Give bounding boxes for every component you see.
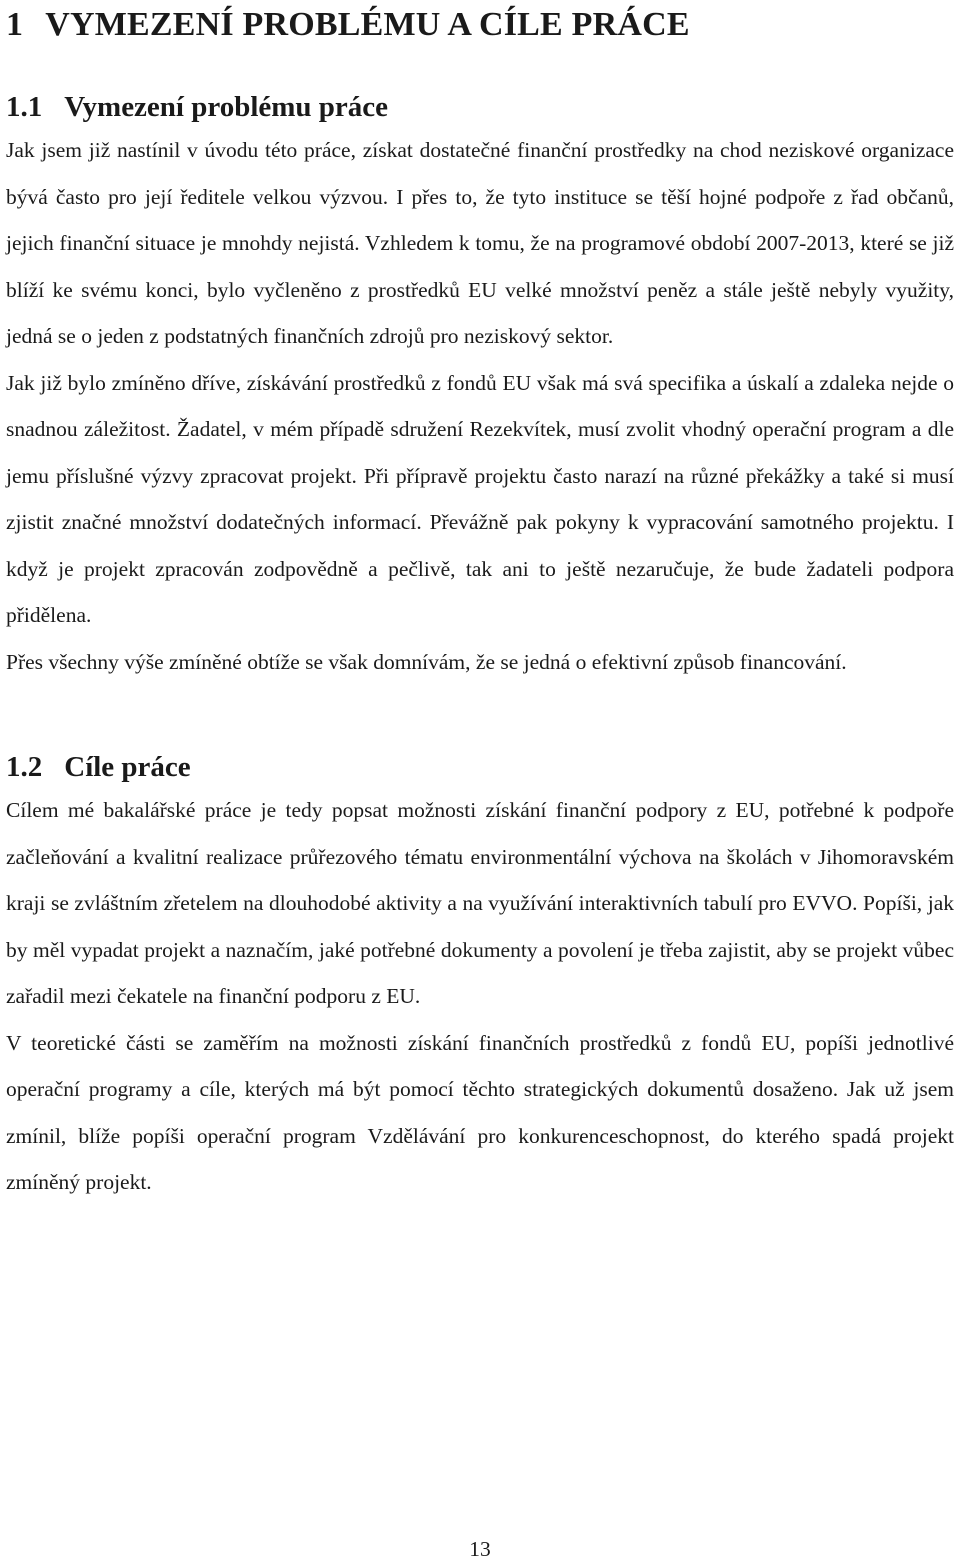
chapter-number: 1 bbox=[6, 6, 24, 43]
paragraph: Přes všechny výše zmíněné obtíže se však domnívám, že se jedná o efektivní způsob financování. bbox=[6, 649, 847, 674]
section-title: Vymezení problému práce bbox=[64, 91, 389, 123]
chapter-heading bbox=[6, 0, 954, 47]
page-number: 13 bbox=[469, 1537, 491, 1561]
section-number: 1.1 bbox=[6, 91, 43, 123]
paragraph: Cílem mé bakalářské práce je tedy popsat možnosti získání finanční podpory z EU, potřebné k podpoře začleňování a kvalitní realizace průřezového tématu environmentální výchova na školách v Jihomoravském kraji se zvláštním zřetelem na dlouhodobé aktivity a na využívání interaktivních tabulí pro EVVO. Popíši, jak by měl vypadat projekt a naznačím, jaké potřebné dokumenty a povolení je třeba zajistit, aby se projekt vůbec zařadil mezi čekatele na finanční podporu z EU. bbox=[6, 798, 954, 1008]
section-thesis-goals bbox=[6, 747, 954, 1206]
paragraph: Jak jsem již nastínil v úvodu této práce, získat dostatečné finanční prostředky na chod neziskové organizace bývá často pro její ředitele velkou výzvou. I přes to, že tyto instituce se těší hojné podpoře z řad občanů, jejich finanční situace je mnohdy nejistá. Vzhledem k tomu, že na programové období 2007-2013, které se již blíží ke svému konci, bylo vyčleněno z prostředků EU velké množství peněz a stále ještě nebyly využity, jedná se o jeden z podstatných finančních zdrojů pro neziskový sektor. bbox=[6, 138, 954, 348]
chapter-title: VYMEZENÍ PROBLÉMU A CÍLE PRÁCE bbox=[45, 6, 690, 43]
section-heading bbox=[6, 747, 954, 787]
paragraph: V teoretické části se zaměřím na možnosti získání finančních prostředků z fondů EU, popíši jednotlivé operační programy a cíle, kterých má být pomocí těchto strategických dokumentů dosaženo. Jak už jsem zmínil, blíže popíši operační program Vzdělávání pro konkurenceschopnost, do kterého spadá projekt zmíněný projekt. bbox=[6, 1030, 954, 1194]
section-title: Cíle práce bbox=[64, 751, 191, 783]
section-problem-definition bbox=[6, 87, 954, 685]
section-number: 1.2 bbox=[6, 751, 43, 783]
paragraph: Jak již bylo zmíněno dříve, získávání prostředků z fondů EU však má svá specifika a úskalí a zdaleka nejde o snadnou záležitost. Žadatel, v mém případě sdružení Rezekvítek, musí zvolit vhodný operační program a dle jemu příslušné výzvy zpracovat projekt. Při přípravě projektu často narazí na různé překážky a také si musí zjistit značné množství dodatečných informací. Převážně pak pokyny k vypracování samotného projektu. I když je projekt zpracován zodpovědně a pečlivě, tak ani to ještě nezaručuje, že bude žadateli podpora přidělena. bbox=[6, 370, 954, 627]
section-heading bbox=[6, 87, 954, 127]
